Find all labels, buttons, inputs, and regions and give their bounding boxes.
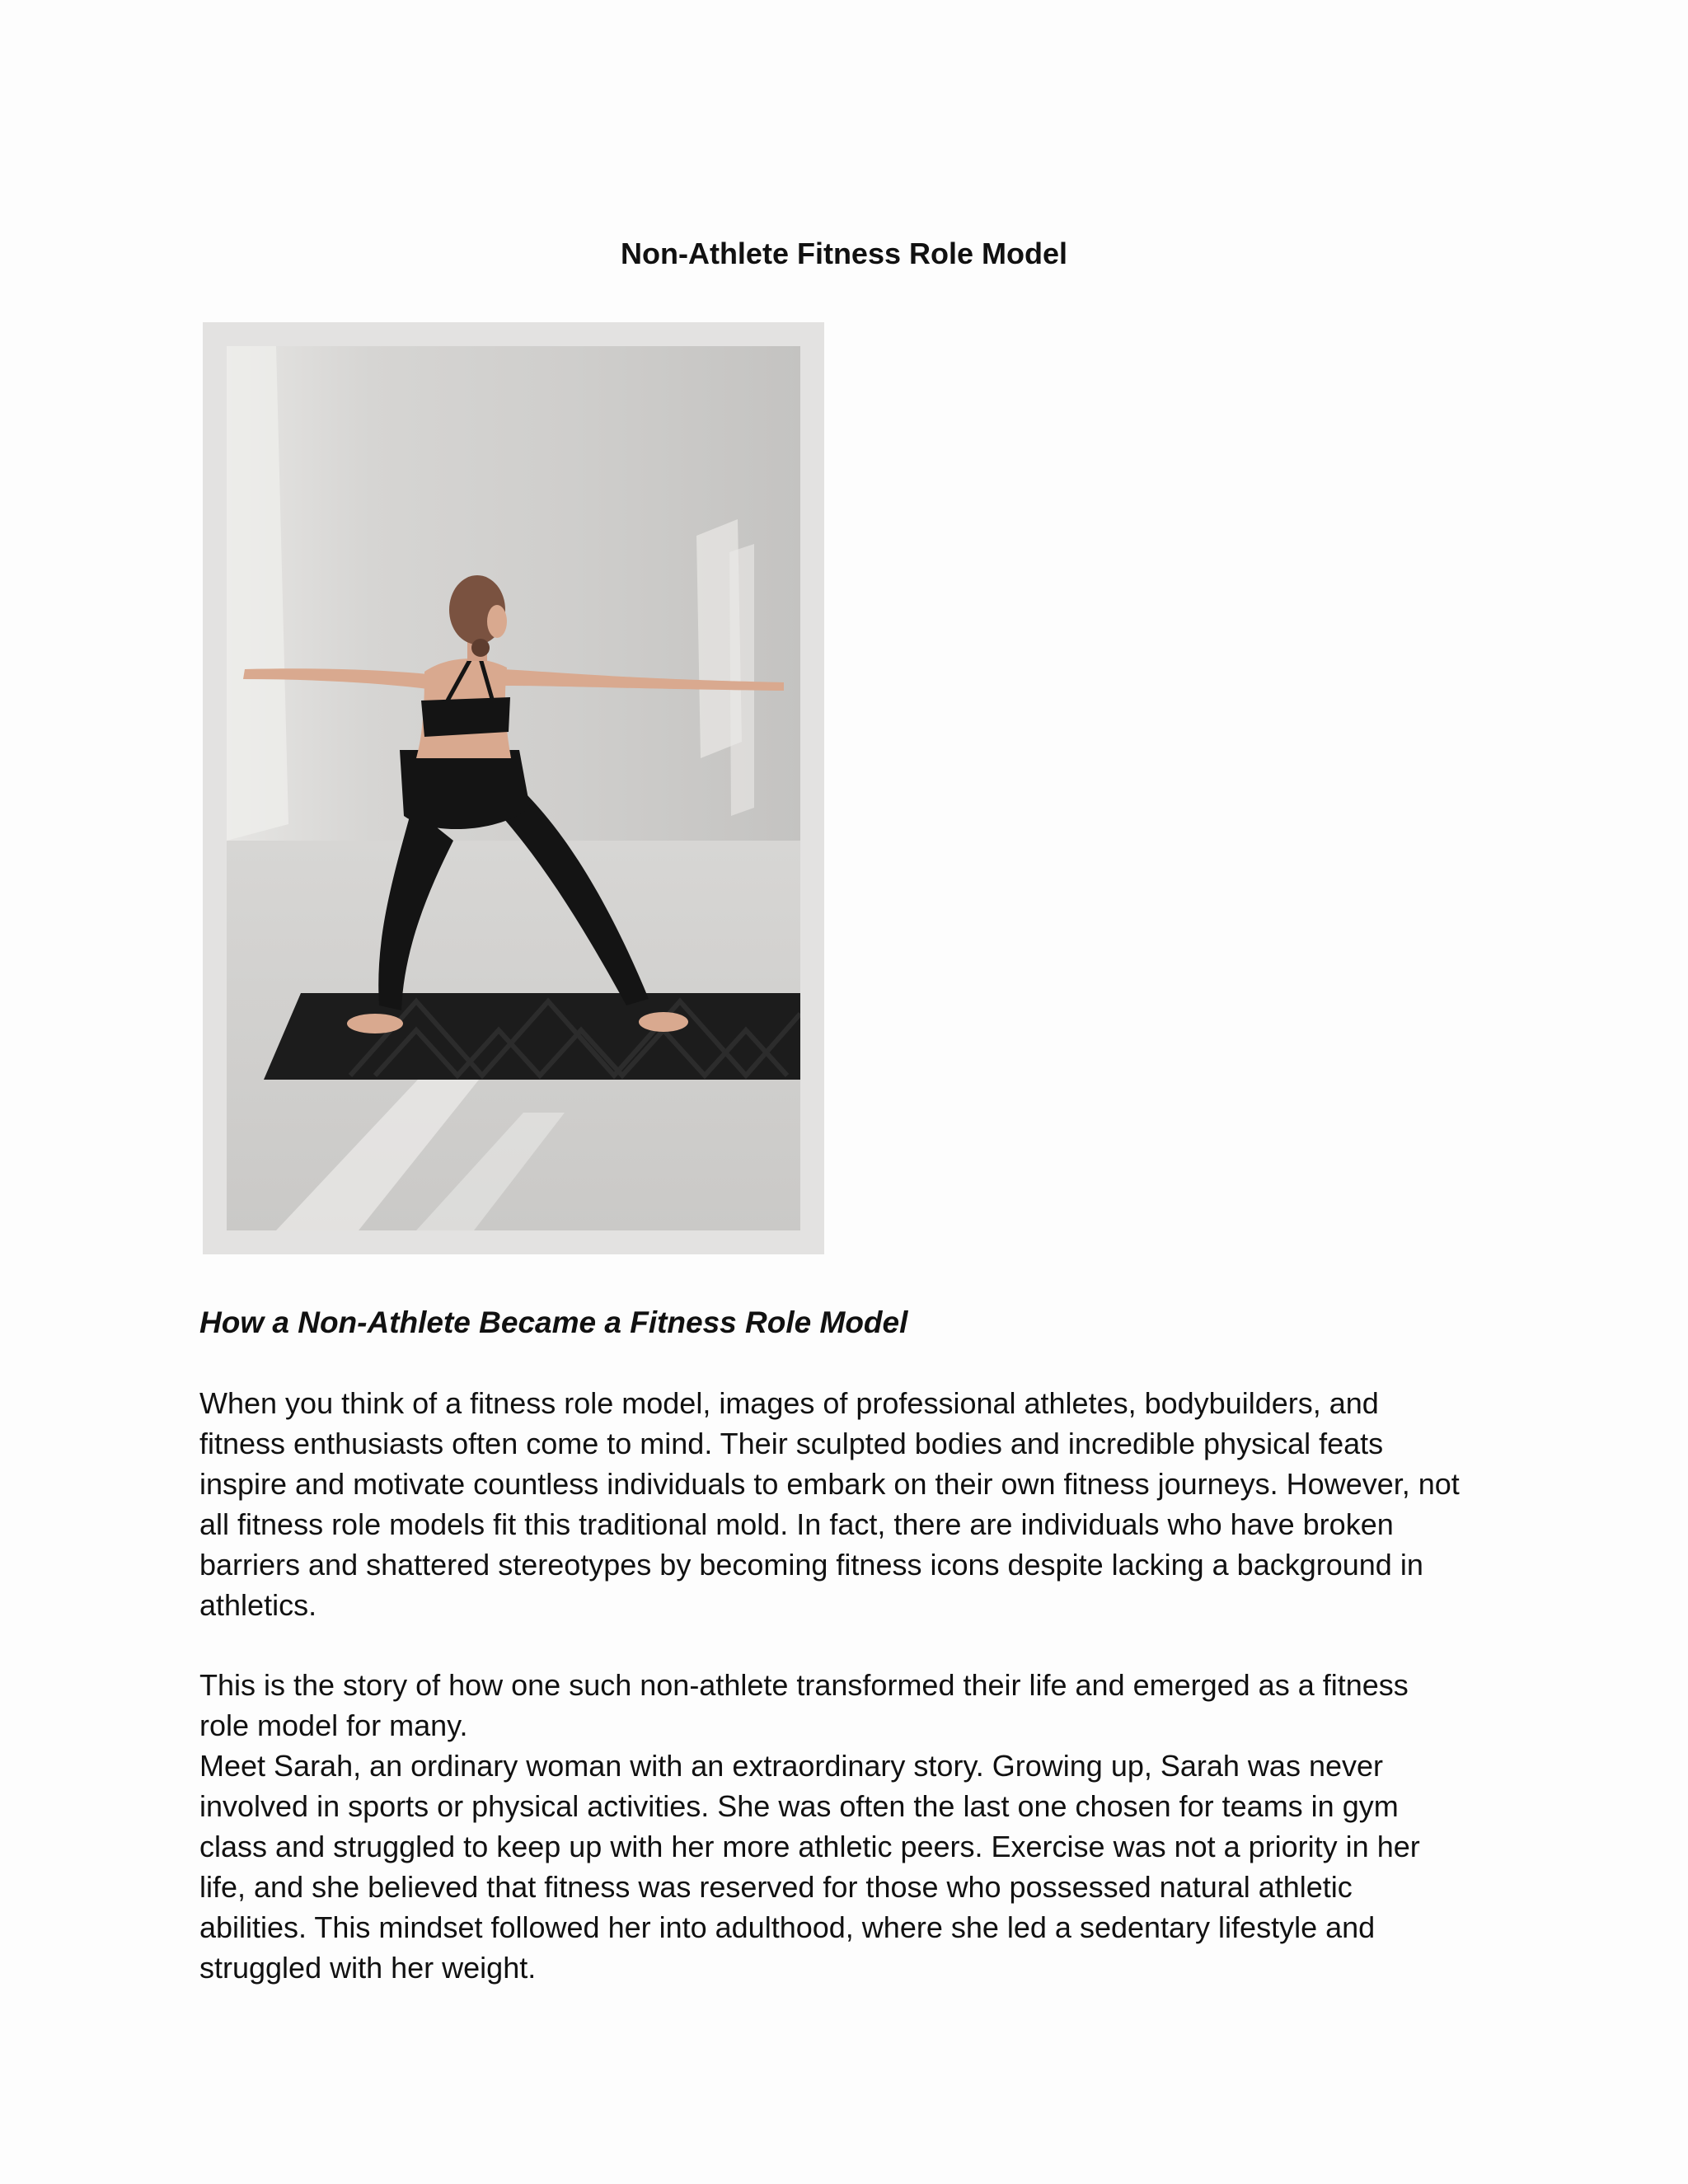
- paragraph-line: struggled with her weight.: [199, 1951, 537, 1985]
- paragraph-line: class and struggled to keep up with her more athletic peers. Exercise was not a priority in her: [199, 1830, 1420, 1863]
- paragraph-line: fitness enthusiasts often come to mind. Their sculpted bodies and incredible physical feats: [199, 1427, 1384, 1460]
- paragraph-line: When you think of a fitness role model, images of professional athletes, bodybuilders, and: [199, 1386, 1379, 1420]
- paragraph-line: involved in sports or physical activities. She was often the last one chosen for teams in gym: [199, 1789, 1399, 1823]
- paragraph-intro: [199, 1383, 1518, 1625]
- section-heading: How a Non-Athlete Became a Fitness Role Model: [199, 1305, 908, 1339]
- paragraph-line: abilities. This mindset followed her into adulthood, where she led a sedentary lifestyle and: [199, 1910, 1376, 1944]
- document-title: Non-Athlete Fitness Role Model: [620, 237, 1068, 270]
- paragraph-line: role model for many.: [199, 1708, 468, 1742]
- paragraph-line: This is the story of how one such non-athlete transformed their life and emerged as a fitness: [199, 1668, 1409, 1702]
- yoga-warrior-pose-photo: [227, 346, 800, 1230]
- paragraph-line: all fitness role models fit this traditional mold. In fact, there are individuals who have broken: [199, 1507, 1394, 1541]
- paragraph-line: Meet Sarah, an ordinary woman with an extraordinary story. Growing up, Sarah was never: [199, 1749, 1384, 1783]
- photo-frame: [203, 322, 824, 1254]
- paragraph-story: [199, 1665, 1518, 1988]
- paragraph-line: athletics.: [199, 1588, 317, 1622]
- paragraph-line: inspire and motivate countless individuals to embark on their own fitness journeys. However, not: [199, 1467, 1460, 1501]
- paragraph-line: barriers and shattered stereotypes by becoming fitness icons despite lacking a background in: [199, 1548, 1423, 1582]
- paragraph-line: life, and she believed that fitness was reserved for those who possessed natural athletic: [199, 1870, 1353, 1904]
